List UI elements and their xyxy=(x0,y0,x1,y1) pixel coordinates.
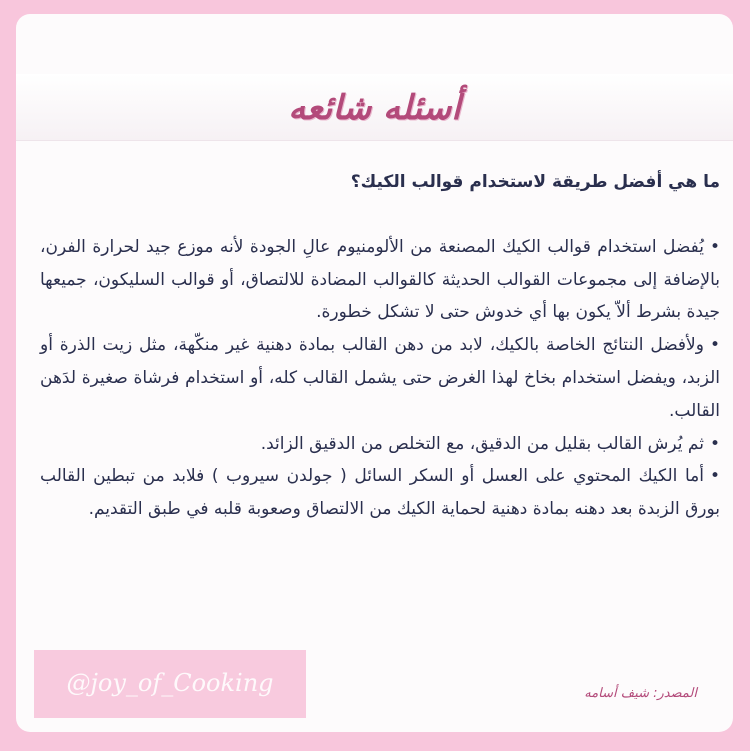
list-item xyxy=(40,329,720,427)
page-title: أسئله شائعه xyxy=(288,88,461,128)
answer-list xyxy=(40,231,720,526)
list-item xyxy=(40,460,720,526)
list-item xyxy=(40,428,720,461)
list-item-text: يُفضل استخدام قوالب الكيك المصنعة من الألومنيوم عالِ الجودة لأنه موزع جيد لحرارة الفرن، بالإضافة إلى مجموعات القوالب الحديثة كالقوالب المضادة للالتصاق، أو قوالب السليكون، جميعها جيدة بشرط ألاّ يكون بها أي خدوش حتى لا تشكل خطورة. xyxy=(40,236,720,323)
content-card xyxy=(16,14,733,732)
source-credit: المصدر: شيف أسامه xyxy=(584,686,697,701)
bullet-icon: • xyxy=(709,335,720,356)
bullet-icon: • xyxy=(709,433,720,454)
bullet-icon: • xyxy=(709,466,720,487)
list-item xyxy=(40,231,720,329)
bullet-icon: • xyxy=(709,236,720,257)
article-body xyxy=(40,166,720,526)
watermark-text: @joy_of_Cooking xyxy=(66,669,274,697)
list-item-text: أما الكيك المحتوي على العسل أو السكر السائل ( جولدن سيروب ) فلابد من تبطين القالب بورق الزبدة بعد دهنه بمادة دهنية لحماية الكيك من الالتصاق وصعوبة قلبه في طبق التقديم. xyxy=(40,466,720,520)
question-heading: ما هي أفضل طريقة لاستخدام قوالب الكيك؟ xyxy=(350,172,720,192)
list-item-text: ثم يُرش القالب بقليل من الدقيق، مع التخلص من الدقيق الزائد. xyxy=(260,433,704,454)
list-item-text: ولأفضل النتائج الخاصة بالكيك، لابد من دهن القالب بمادة دهنية غير منكّهة، مثل زيت الذرة أو الزبد، ويفضل استخدام بخاخ لهذا الغرض حتى يشمل القالب كله، أو استخدام فرشاة صغيرة لدَهن القالب. xyxy=(40,335,720,421)
watermark-box xyxy=(34,650,306,718)
